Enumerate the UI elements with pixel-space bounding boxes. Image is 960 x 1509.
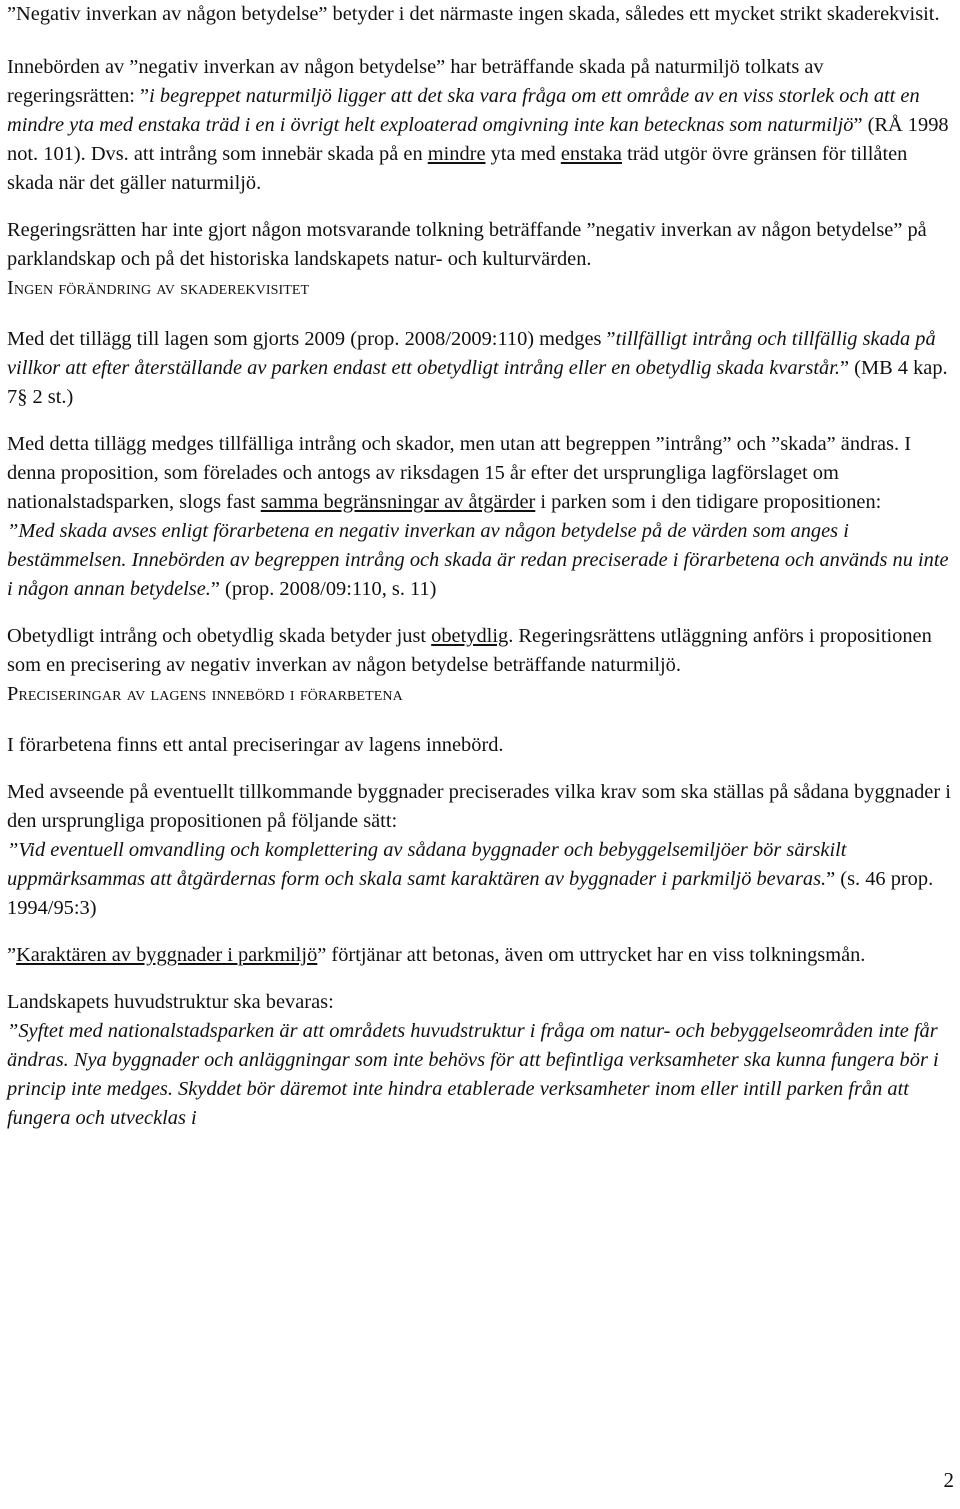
paragraph-7 xyxy=(7,731,953,760)
paragraph-4-quote: tillfälligt intrång och tillfällig skada på villkor att efter återställande av parken endast ett obetydligt intrång eller en obetydlig skada kvarstår. xyxy=(7,328,936,379)
paragraph-8-citation: ” (s. 46 prop. 1994/95:3) xyxy=(7,868,934,919)
paragraph-9-text-c: ” förtjänar att betonas, även om uttrycket har en viss tolkningsmån. xyxy=(317,944,866,966)
paragraph-1 xyxy=(7,0,953,29)
paragraph-5 xyxy=(7,430,953,604)
paragraph-5-quote: ”Med skada avses enligt förarbetena en negativ inverkan av någon betydelse på de värden som anges i bestämmelsen. Innebörden av begreppen intrång och skada är redan preciserade i förarbetena och används nu inte i någon annan betydelse. xyxy=(7,520,949,600)
paragraph-3 xyxy=(7,216,953,274)
paragraph-8-quote: ”Vid eventuell omvandling och komplettering av sådana byggnader och bebyggelsemiljöer bör särskilt uppmärksammas att åtgärdernas form och skala samt karaktären av byggnader i parkmiljö bevaras. xyxy=(7,839,847,890)
underlined-obetydlig: obetydlig xyxy=(431,625,509,647)
section-heading-1: Ingen förändring av skaderekvisitet xyxy=(7,277,310,299)
paragraph-3-text: Regeringsrätten har inte gjort någon motsvarande tolkning beträffande ”negativ inverkan av någon betydelse” på parklandskap och på det historiska landskapets natur- och kulturvärden. xyxy=(7,219,927,270)
paragraph-2-text-e: yta med xyxy=(485,143,561,165)
paragraph-10-quote: ”Syftet med nationalstadsparken är att områdets huvudstruktur i fråga om natur- och bebyggelseområden inte får ändras. Nya byggnader och anläggningar som inte behövs för att befintliga verksamheter ska kunna fungera bör i princip inte medges. Skyddet bör däremot inte hindra etablerade verksamheter inom eller intill parken från att fungera och utvecklas i xyxy=(7,1020,939,1129)
paragraph-4 xyxy=(7,325,953,412)
paragraph-9 xyxy=(7,941,953,970)
paragraph-8 xyxy=(7,778,953,923)
section-heading-2: Preciseringar av lagens innebörd i förarbetena xyxy=(7,683,403,705)
underlined-samma-begransningar: samma begränsningar av åtgärder xyxy=(260,491,536,513)
paragraph-2-text-c: ” (RÅ 1998 not. 101). Dvs. att intrång som innebär skada på en xyxy=(7,114,949,165)
paragraph-8-text-a: Med avseende på eventuellt tillkommande byggnader preciserades vilka krav som ska ställas på sådana byggnader i den ursprungliga propositionen på följande sätt: xyxy=(7,781,951,832)
paragraph-2 xyxy=(7,53,953,198)
paragraph-2-text-g: träd utgör övre gränsen för tillåten skada när det gäller naturmiljö. xyxy=(7,143,908,194)
paragraph-6-text-a: Obetydligt intrång och obetydlig skada betyder just xyxy=(7,625,432,647)
paragraph-4-citation: ” (MB 4 kap. 7§ 2 st.) xyxy=(7,357,948,408)
underlined-mindre: mindre xyxy=(427,143,486,165)
paragraph-5-citation: ” (prop. 2008/09:110, s. 11) xyxy=(210,578,437,600)
paragraph-2-quote: i begreppet naturmiljö ligger att det ska vara fråga om ett område av en viss storlek och att en mindre yta med enstaka träd i en i övrigt helt exploaterad omgivning inte kan betecknas som naturmiljö xyxy=(7,85,920,136)
paragraph-5-text-a: Med detta tillägg medges tillfälliga intrång och skador, men utan att begreppen ”intrång” och ”skada” ändras. I denna proposition, som förelades och antogs av riksdagen 15 år efter det ursprungliga lagförslaget om nationalstadsparken, slogs fast xyxy=(7,433,911,513)
page-number: 2 xyxy=(943,1468,954,1492)
paragraph-6 xyxy=(7,622,953,680)
paragraph-5-text-c: i parken som i den tidigare propositionen: xyxy=(535,491,882,513)
paragraph-2-text-a: Innebörden av ”negativ inverkan av någon betydelse” har beträffande skada på naturmiljö tolkats av regeringsrätten: ” xyxy=(7,56,824,107)
paragraph-10 xyxy=(7,988,953,1133)
paragraph-9-open-quote: ” xyxy=(7,944,17,966)
underlined-enstaka: enstaka xyxy=(560,143,622,165)
paragraph-6-text-c: . Regeringsrättens utläggning anförs i propositionen som en precisering av negativ inverkan av någon betydelse beträffande naturmiljö. xyxy=(7,625,932,676)
paragraph-7-text: I förarbetena finns ett antal preciseringar av lagens innebörd. xyxy=(7,734,504,756)
paragraph-4-text-a: Med det tillägg till lagen som gjorts 2009 (prop. 2008/2009:110) medges ” xyxy=(7,328,616,350)
paragraph-10-text-a: Landskapets huvudstruktur ska bevaras: xyxy=(7,991,334,1013)
paragraph-1-text: ”Negativ inverkan av någon betydelse” betyder i det närmaste ingen skada, således ett mycket strikt skaderekvisit. xyxy=(7,3,940,25)
document-page xyxy=(7,0,953,1133)
underlined-karaktaren: Karaktären av byggnader i parkmiljö xyxy=(16,944,318,966)
